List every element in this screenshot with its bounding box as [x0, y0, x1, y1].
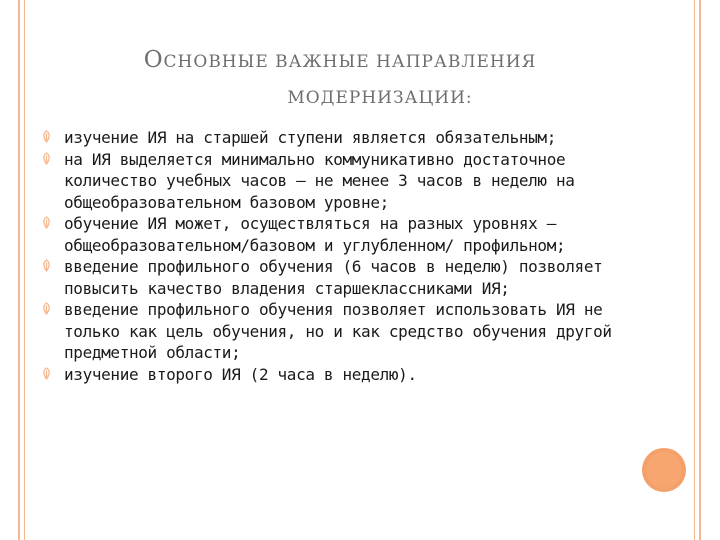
- bullet-text: изучение второго ИЯ (2 часа в неделю).: [64, 364, 417, 384]
- decorative-circle: [642, 448, 686, 492]
- bullet-item: [40, 149, 615, 214]
- leaf-ornament-icon: [40, 152, 53, 165]
- slide-title: [40, 42, 640, 116]
- bullet-text: на ИЯ выделяется минимально коммуникативно достаточное количество учебных часов — не менее 3 часов в неделю на общеобразовательном базовом уровне;: [64, 149, 575, 212]
- bullet-item: [40, 364, 615, 386]
- title-line-1-rest: СНОВНЫЕ ВАЖНЫЕ НАПРАВЛЕНИЯ: [163, 52, 537, 72]
- bullet-item: [40, 213, 615, 256]
- leaf-ornament-icon: [40, 367, 53, 380]
- bullet-list: [40, 127, 615, 385]
- leaf-ornament-icon: [40, 302, 53, 315]
- bullet-item: [40, 127, 615, 149]
- bullet-text: введение профильного обучения (6 часов в неделю) позволяет повысить качество владения старшеклассниками ИЯ;: [64, 257, 603, 298]
- bullet-item: [40, 299, 615, 364]
- bullet-text: изучение ИЯ на старшей ступени является обязательным;: [64, 128, 556, 147]
- title-initial: О: [143, 47, 164, 73]
- leaf-ornament-icon: [40, 216, 53, 229]
- title-line-1: [40, 42, 640, 80]
- title-line-2: МОДЕРНИЗАЦИИ:: [287, 88, 473, 108]
- bullet-item: [40, 256, 615, 299]
- leaf-ornament-icon: [40, 130, 53, 143]
- bullet-text: обучение ИЯ может, осуществляться на разных уровнях — общеобразовательном/базовом и углубленном/ профильном;: [64, 214, 566, 255]
- bullet-text: введение профильного обучения позволяет использовать ИЯ не только как цель обучения, но и как средство обучения другой предметной области;: [64, 300, 612, 362]
- leaf-ornament-icon: [40, 259, 53, 272]
